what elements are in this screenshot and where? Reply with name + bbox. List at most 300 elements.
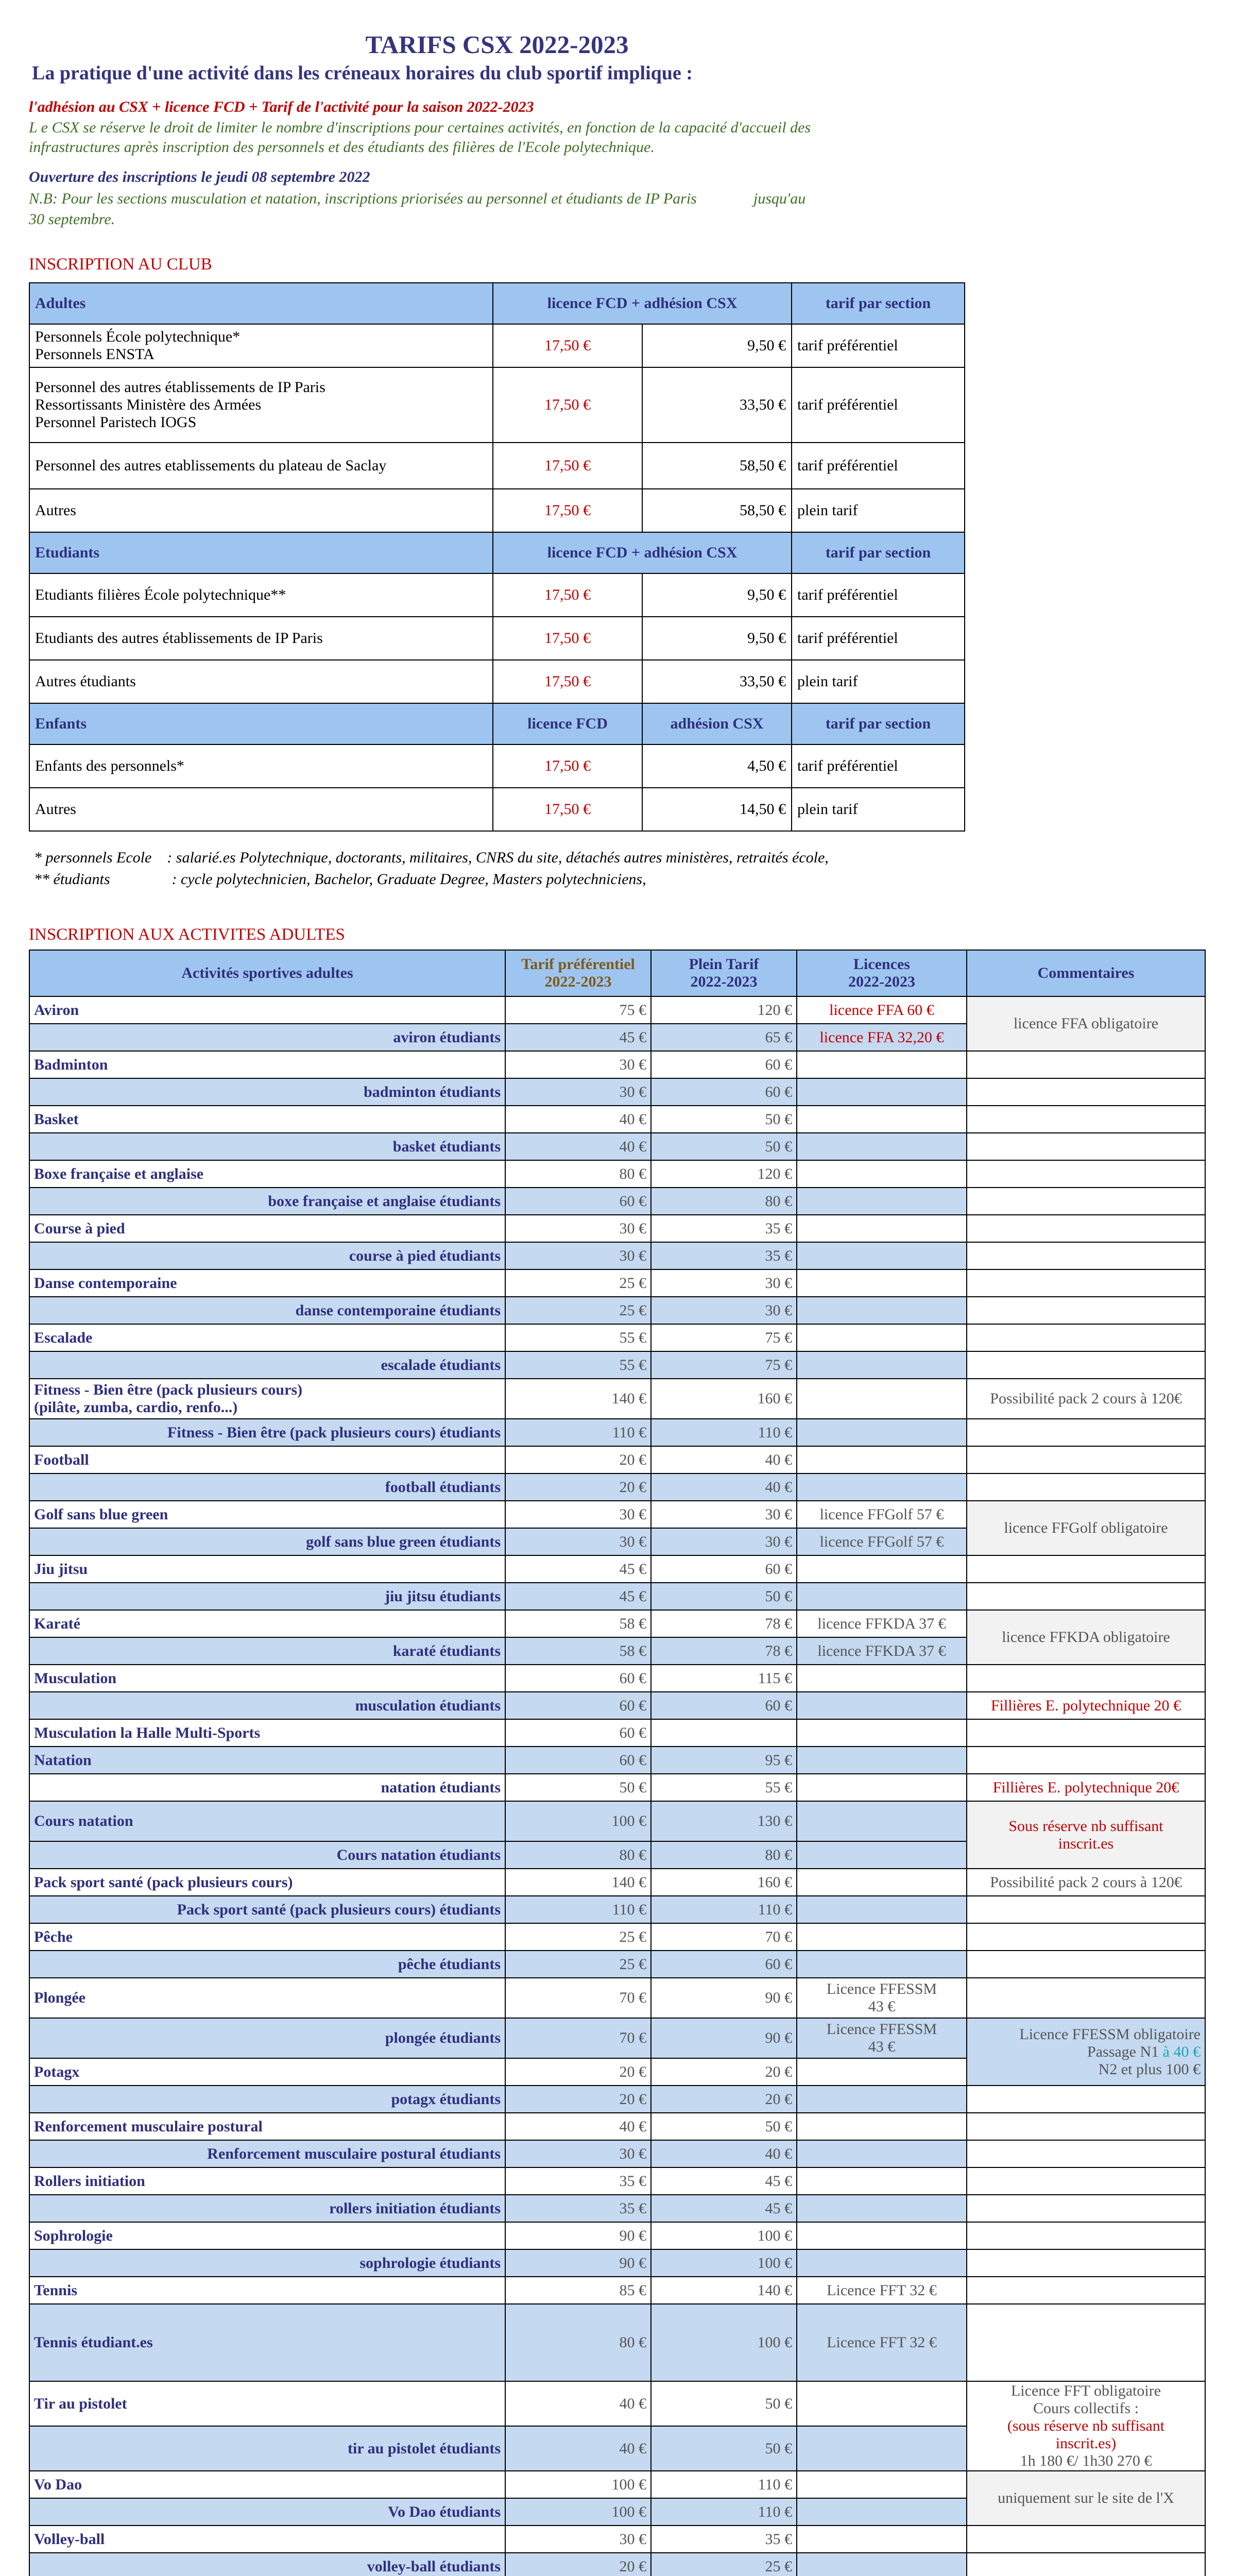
adults-row (29, 2304, 1205, 2381)
adults-row-licence (797, 1379, 967, 1419)
adults-row-pref: 25 € (505, 1297, 651, 1324)
adults-row-pref: 70 € (505, 2018, 651, 2058)
adults-row-comment (967, 1351, 1205, 1379)
adults-row (29, 2222, 1205, 2249)
adults-row (29, 1501, 1205, 1528)
club-row-csx: 33,50 € (642, 367, 792, 443)
club-foot-1a: * personnels Ecole (34, 849, 152, 866)
adults-row-pref: 140 € (505, 1379, 651, 1419)
adults-row-pref: 20 € (505, 1473, 651, 1501)
adults-row-pref: 90 € (505, 2249, 651, 2277)
adults-row-comment (967, 1719, 1205, 1747)
adults-row-activity: Volley-ball (29, 2526, 505, 2553)
adults-row-full: 20 € (651, 2086, 797, 2113)
adults-row-pref: 45 € (505, 1555, 651, 1583)
adults-row-licence (797, 1473, 967, 1501)
club-row-label: Personnel des autres établissements de IP Paris Ressortissants Ministère des Armées Personnel Paristech IOGS (29, 367, 493, 443)
adults-row (29, 2526, 1205, 2553)
adults-row-pref: 80 € (505, 1841, 651, 1869)
adults-row-full: 110 € (651, 2471, 797, 2498)
adults-header-4: Commentaires (967, 950, 1205, 996)
intro-line-4: Ouverture des inscriptions le jeudi 08 septembre 2022 (29, 168, 370, 185)
adults-row (29, 996, 1205, 1024)
adults-row-pref: 30 € (505, 1051, 651, 1078)
adults-row-activity: Musculation la Halle Multi-Sports (29, 1719, 505, 1747)
adults-row-pref: 60 € (505, 1665, 651, 1692)
adults-row-comment (967, 2471, 1205, 2526)
adults-row-full: 140 € (651, 2277, 797, 2304)
adults-row-comment (967, 2222, 1205, 2249)
adults-row (29, 2249, 1205, 2277)
adults-row-comment: Possibilité pack 2 cours à 120€ (967, 1869, 1205, 1896)
adults-row-full: 100 € (651, 2249, 797, 2277)
adults-row-activity: Tennis étudiant.es (29, 2304, 505, 2381)
adults-row (29, 1665, 1205, 1692)
adults-row-activity: Cours natation étudiants (29, 1841, 505, 1869)
club-foot-2b: : cycle polytechnicien, Bachelor, Graduate Degree, Masters polytechniciens, (172, 871, 646, 888)
adults-row-pref: 60 € (505, 1719, 651, 1747)
adults-row-pref: 58 € (505, 1610, 651, 1637)
adults-row-licence (797, 2195, 967, 2222)
adults-row-activity: Fitness - Bien être (pack plusieurs cours) étudiants (29, 1419, 505, 1446)
club-header-tarif: tarif par section (792, 283, 965, 324)
club-header-row (29, 283, 965, 324)
adults-row-comment (967, 1419, 1205, 1446)
adults-row-pref: 30 € (505, 2140, 651, 2167)
adults-row-licence (797, 1583, 967, 1610)
adults-row-comment: Possibilité pack 2 cours à 120€ (967, 1379, 1205, 1419)
adults-row-licence (797, 2426, 967, 2471)
club-table (29, 282, 965, 832)
adults-row-pref: 58 € (505, 1637, 651, 1665)
adults-row-activity: Boxe française et anglaise (29, 1160, 505, 1188)
tennis-comment-4: inscrit.es) (1055, 2435, 1117, 2452)
club-header-row (29, 703, 965, 744)
adults-row-full: 100 € (651, 2304, 797, 2381)
adults-row-activity: football étudiants (29, 1473, 505, 1501)
adults-row (29, 2381, 1205, 2426)
club-row-tarif: plein tarif (792, 489, 965, 532)
plongee-comment-1: Licence FFESSM obligatoire (1019, 2025, 1201, 2043)
club-row (29, 660, 965, 703)
club-row-fcd: 17,50 € (493, 660, 642, 703)
adults-row-full: 25 € (651, 2553, 797, 2576)
club-row-fcd: 17,50 € (493, 788, 642, 831)
adults-row (29, 1583, 1205, 1610)
club-row-tarif: tarif préférentiel (792, 617, 965, 660)
adults-row (29, 1473, 1205, 1501)
club-row-tarif: plein tarif (792, 788, 965, 831)
adults-row-pref: 55 € (505, 1324, 651, 1351)
adults-row-comment (967, 1242, 1205, 1269)
adults-row-activity: jiu jitsu étudiants (29, 1583, 505, 1610)
plongee-comment-2b: à 40 € (1162, 2043, 1201, 2060)
adults-row-activity: pêche étudiants (29, 1951, 505, 1978)
adults-row (29, 1379, 1205, 1419)
adults-row-full: 100 € (651, 2222, 797, 2249)
adults-row-activity: tir au pistolet étudiants (29, 2426, 505, 2471)
adults-row-activity: musculation étudiants (29, 1692, 505, 1719)
adults-row-comment (967, 2553, 1205, 2576)
adults-row-full: 45 € (651, 2195, 797, 2222)
intro-line-5b: jusqu'au (753, 190, 806, 207)
adults-row-licence (797, 1419, 967, 1446)
adults-row-comment (967, 2167, 1205, 2195)
adults-row (29, 1324, 1205, 1351)
adults-row-comment (967, 2249, 1205, 2277)
adults-row-full: 40 € (651, 1473, 797, 1501)
club-row (29, 573, 965, 617)
adults-row (29, 2553, 1205, 2576)
adults-row-licence (797, 2222, 967, 2249)
adults-row-comment (967, 2018, 1205, 2086)
club-row-csx: 9,50 € (642, 617, 792, 660)
adults-row-full: 30 € (651, 1501, 797, 1528)
intro-line-5a: N.B: Pour les sections musculation et natation, inscriptions priorisées au personnel et étudiants de IP Paris (29, 190, 697, 207)
adults-row-licence (797, 1774, 967, 1801)
adults-row-licence: Licence FFT 32 € (797, 2304, 967, 2381)
adults-row-pref: 45 € (505, 1583, 651, 1610)
club-footnote-1 (34, 849, 829, 867)
adults-header-3 (797, 950, 967, 996)
adults-row-licence (797, 1719, 967, 1747)
adults-row-full: 50 € (651, 2381, 797, 2426)
club-header-tarif: tarif par section (792, 532, 965, 573)
adults-row-activity: basket étudiants (29, 1133, 505, 1160)
club-row-csx: 9,50 € (642, 324, 792, 367)
club-row (29, 617, 965, 660)
adults-row-licence: licence FFGolf 57 € (797, 1528, 967, 1555)
adults-row (29, 1446, 1205, 1473)
adults-row-comment: licence FFKDA obligatoire (967, 1610, 1205, 1665)
adults-row-full: 78 € (651, 1610, 797, 1637)
adults-row-pref: 30 € (505, 1528, 651, 1555)
intro-line-5 (29, 190, 805, 208)
adults-row (29, 1133, 1205, 1160)
adults-row-full: 120 € (651, 1160, 797, 1188)
adults-row-pref: 30 € (505, 2526, 651, 2553)
intro-line-1: l'adhésion au CSX + licence FCD + Tarif de l'activité pour la saison 2022-2023 (29, 98, 534, 115)
adults-row-pref: 110 € (505, 1896, 651, 1923)
adults-row (29, 1951, 1205, 1978)
adults-row-full (651, 1719, 797, 1747)
adults-row-full: 55 € (651, 1774, 797, 1801)
adults-row-activity: Pack sport santé (pack plusieurs cours) étudiants (29, 1896, 505, 1923)
adults-row-full: 60 € (651, 1078, 797, 1106)
adults-row-pref: 40 € (505, 2381, 651, 2426)
adults-row-full: 90 € (651, 2018, 797, 2058)
adults-row-licence (797, 1923, 967, 1951)
adults-row-comment (967, 1473, 1205, 1501)
adults-row-full: 40 € (651, 2140, 797, 2167)
adults-row-full: 60 € (651, 1692, 797, 1719)
adults-row-comment (967, 1078, 1205, 1106)
plongee-comment-2: Passage N1 à 40 € (1087, 2043, 1201, 2060)
adults-row (29, 2195, 1205, 2222)
club-row-fcd: 17,50 € (493, 489, 642, 532)
adults-row-licence (797, 1692, 967, 1719)
adults-row-pref: 20 € (505, 1446, 651, 1473)
club-header-category: Etudiants (29, 532, 493, 573)
adults-row-full: 30 € (651, 1269, 797, 1297)
adults-row-pref: 25 € (505, 1269, 651, 1297)
adults-row-activity: Football (29, 1446, 505, 1473)
section-adults: INSCRIPTION AUX ACTIVITES ADULTES (29, 925, 345, 944)
adults-row (29, 1774, 1205, 1801)
adults-header-2-line1: Plein Tarif (689, 956, 759, 973)
adults-row-activity: danse contemporaine étudiants (29, 1297, 505, 1324)
club-row (29, 367, 965, 443)
adults-row-pref: 50 € (505, 1774, 651, 1801)
adults-row-licence (797, 1297, 967, 1324)
adults-row-full: 35 € (651, 1215, 797, 1242)
adults-row-pref: 100 € (505, 2471, 651, 2498)
section-club: INSCRIPTION AU CLUB (29, 255, 212, 274)
adults-row-pref: 55 € (505, 1351, 651, 1379)
adults-row-activity: Pack sport santé (pack plusieurs cours) (29, 1869, 505, 1896)
adults-row-pref: 75 € (505, 996, 651, 1024)
adults-row-activity: Fitness - Bien être (pack plusieurs cours) (pilâte, zumba, cardio, renfo...) (29, 1379, 505, 1419)
adults-row (29, 1719, 1205, 1747)
adults-row-licence (797, 2140, 967, 2167)
adults-row-activity: Potagx (29, 2058, 505, 2086)
adults-row-full: 160 € (651, 1379, 797, 1419)
adults-row-comment (967, 1951, 1205, 1978)
club-row-csx: 4,50 € (642, 744, 792, 788)
tennis-comment-3: (sous réserve nb suffisant (1007, 2417, 1165, 2434)
club-header-row (29, 532, 965, 573)
adults-row-pref: 60 € (505, 1747, 651, 1774)
adults-row-comment: licence FFGolf obligatoire (967, 1501, 1205, 1555)
adults-row-licence (797, 1869, 967, 1896)
adults-row-full: 60 € (651, 1951, 797, 1978)
adults-row-full: 78 € (651, 1637, 797, 1665)
tennis-comment-1: Licence FFT obligatoire (1010, 2382, 1161, 2399)
adults-row-comment (967, 1215, 1205, 1242)
adults-row-activity: Basket (29, 1106, 505, 1133)
adults-row-comment (967, 1188, 1205, 1215)
adults-row-pref: 90 € (505, 2222, 651, 2249)
adults-row-activity: volley-ball étudiants (29, 2553, 505, 2576)
club-row-csx: 14,50 € (642, 788, 792, 831)
adults-row-licence (797, 1269, 967, 1297)
club-row-label: Autres (29, 489, 493, 532)
adults-row-pref: 40 € (505, 1133, 651, 1160)
adults-row-activity: Escalade (29, 1324, 505, 1351)
club-header-category: Adultes (29, 283, 493, 324)
adults-row-comment (967, 1747, 1205, 1774)
adults-row (29, 1747, 1205, 1774)
adults-row-activity: sophrologie étudiants (29, 2249, 505, 2277)
club-row (29, 324, 965, 367)
club-row-tarif: tarif préférentiel (792, 573, 965, 617)
club-row-csx: 58,50 € (642, 443, 792, 489)
adults-row-activity: Tennis (29, 2277, 505, 2304)
club-row-label: Etudiants filières École polytechnique** (29, 573, 493, 617)
adults-row-activity: Renforcement musculaire postural (29, 2113, 505, 2140)
adults-row-activity: potagx étudiants (29, 2086, 505, 2113)
club-row-csx: 9,50 € (642, 573, 792, 617)
adults-header-row (29, 950, 1205, 996)
adults-row (29, 1692, 1205, 1719)
adults-row-licence (797, 1951, 967, 1978)
adults-row-activity: Pêche (29, 1923, 505, 1951)
club-row-csx: 58,50 € (642, 489, 792, 532)
adults-row-full: 50 € (651, 2113, 797, 2140)
adults-row-licence (797, 2167, 967, 2195)
adults-row-comment (967, 1297, 1205, 1324)
adults-row-pref: 25 € (505, 1951, 651, 1978)
adults-row-full: 80 € (651, 1841, 797, 1869)
adults-row-activity: Musculation (29, 1665, 505, 1692)
adults-row-full: 70 € (651, 1923, 797, 1951)
adults-row (29, 1051, 1205, 1078)
adults-row-licence (797, 1106, 967, 1133)
adults-row-licence (797, 2249, 967, 2277)
plongee-comment-3: N2 et plus 100 € (1098, 2060, 1201, 2078)
adults-row-pref: 30 € (505, 1501, 651, 1528)
adults-row (29, 1297, 1205, 1324)
adults-row-comment (967, 2277, 1205, 2304)
club-row-label: Autres (29, 788, 493, 831)
adults-row-pref: 45 € (505, 1024, 651, 1051)
club-row-tarif: tarif préférentiel (792, 443, 965, 489)
club-row-fcd: 17,50 € (493, 443, 642, 489)
adults-row-full: 50 € (651, 1583, 797, 1610)
adults-header-2-line2: 2022-2023 (690, 973, 758, 990)
club-row-tarif: plein tarif (792, 660, 965, 703)
adults-row-licence (797, 1242, 967, 1269)
adults-row-activity: Natation (29, 1747, 505, 1774)
adults-row-activity: course à pied étudiants (29, 1242, 505, 1269)
adults-row-comment (967, 1133, 1205, 1160)
club-row-tarif: tarif préférentiel (792, 324, 965, 367)
adults-row (29, 1978, 1205, 2018)
adults-header-2 (651, 950, 797, 996)
adults-header-3-line1: Licences (853, 956, 910, 973)
adults-row-full: 65 € (651, 1024, 797, 1051)
adults-header-3-line2: 2022-2023 (848, 973, 915, 990)
adults-row-pref: 30 € (505, 1078, 651, 1106)
club-header-category: Enfants (29, 703, 493, 744)
adults-row-full: 30 € (651, 1297, 797, 1324)
adults-row (29, 1269, 1205, 1297)
adults-row-licence (797, 1801, 967, 1841)
club-row-csx: 33,50 € (642, 660, 792, 703)
adults-row-licence (797, 2526, 967, 2553)
adults-row-pref: 60 € (505, 1692, 651, 1719)
adults-row-full: 130 € (651, 1801, 797, 1841)
adults-header-1 (505, 950, 651, 996)
adults-row-activity: golf sans blue green étudiants (29, 1528, 505, 1555)
adults-row-licence (797, 1160, 967, 1188)
adults-row-comment: Fillières E. polytechnique 20 € (967, 1692, 1205, 1719)
adults-row-pref: 20 € (505, 2086, 651, 2113)
adults-row-pref: 85 € (505, 2277, 651, 2304)
adults-row-comment (967, 2526, 1205, 2553)
adults-row-activity: aviron étudiants (29, 1024, 505, 1051)
adults-row-pref: 35 € (505, 2167, 651, 2195)
adults-row-comment (967, 1269, 1205, 1297)
adults-row-licence (797, 1078, 967, 1106)
adults-header-0: Activités sportives adultes (29, 950, 505, 996)
adults-row-activity: Sophrologie (29, 2222, 505, 2249)
club-header-fees: licence FCD + adhésion CSX (493, 532, 792, 573)
club-row-fcd: 17,50 € (493, 573, 642, 617)
adults-row (29, 1106, 1205, 1133)
adults-row (29, 1078, 1205, 1106)
adults-row-activity: Renforcement musculaire postural étudiants (29, 2140, 505, 2167)
adults-row-full: 60 € (651, 1051, 797, 1078)
adults-row-comment (967, 1324, 1205, 1351)
adults-row-activity: Vo Dao étudiants (29, 2498, 505, 2526)
club-row-fcd: 17,50 € (493, 324, 642, 367)
tennis-comment-5: 1h 180 €/ 1h30 270 € (1020, 2452, 1152, 2469)
adults-row-comment (967, 2304, 1205, 2381)
adults-row-pref: 60 € (505, 1188, 651, 1215)
adults-row-activity: Vo Dao (29, 2471, 505, 2498)
adults-row-licence (797, 1896, 967, 1923)
adults-row-comment (967, 2381, 1205, 2471)
adults-row (29, 2140, 1205, 2167)
adults-row-pref: 100 € (505, 1801, 651, 1841)
adults-row-activity: karaté étudiants (29, 1637, 505, 1665)
adults-row (29, 1869, 1205, 1896)
club-row-tarif: tarif préférentiel (792, 744, 965, 788)
adults-row-comment: Fillières E. polytechnique 20€ (967, 1774, 1205, 1801)
club-foot-2a: ** étudiants (34, 871, 110, 888)
adults-row-pref: 100 € (505, 2498, 651, 2526)
adults-row-licence (797, 1324, 967, 1351)
adults-row (29, 1188, 1205, 1215)
club-row-label: Etudiants des autres établissements de IP Paris (29, 617, 493, 660)
club-row (29, 489, 965, 532)
adults-row-comment (967, 2140, 1205, 2167)
adults-row-licence (797, 2381, 967, 2426)
tennis-comment-2: Cours collectifs : (1033, 2400, 1139, 2417)
adults-row (29, 2277, 1205, 2304)
adults-row-full: 50 € (651, 1106, 797, 1133)
adults-row (29, 1610, 1205, 1637)
club-header-fees: licence FCD + adhésion CSX (493, 283, 792, 324)
adults-row-licence (797, 1555, 967, 1583)
adults-row-pref: 25 € (505, 1923, 651, 1951)
adults-row-licence (797, 1747, 967, 1774)
adults-row-pref: 80 € (505, 2304, 651, 2381)
adults-row-comment (967, 2086, 1205, 2113)
adults-row-licence: licence FFKDA 37 € (797, 1637, 967, 1665)
club-header-fcd: licence FCD (493, 703, 642, 744)
adults-row-licence (797, 2498, 967, 2526)
adults-row-comment (967, 1665, 1205, 1692)
adults-row-full: 110 € (651, 1419, 797, 1446)
adults-row-licence: Licence FFESSM 43 € (797, 2018, 967, 2058)
adults-row (29, 1242, 1205, 1269)
adults-row-full: 110 € (651, 1896, 797, 1923)
adults-row-comment: Sous réserve nb suffisant inscrit.es (967, 1801, 1205, 1869)
adults-row-licence (797, 1188, 967, 1215)
adults-row-comment (967, 1106, 1205, 1133)
adults-row-full: 75 € (651, 1324, 797, 1351)
adults-row-licence: licence FFA 60 € (797, 996, 967, 1024)
adults-row-comment (967, 2113, 1205, 2140)
club-foot-1b: : salarié.es Polytechnique, doctorants, militaires, CNRS du site, détachés autres ministères, retraités école, (167, 849, 829, 866)
adults-row-full: 50 € (651, 1133, 797, 1160)
adults-row-activity: boxe française et anglaise étudiants (29, 1188, 505, 1215)
club-footnote-2 (34, 871, 646, 888)
club-row (29, 744, 965, 788)
adults-row (29, 1923, 1205, 1951)
